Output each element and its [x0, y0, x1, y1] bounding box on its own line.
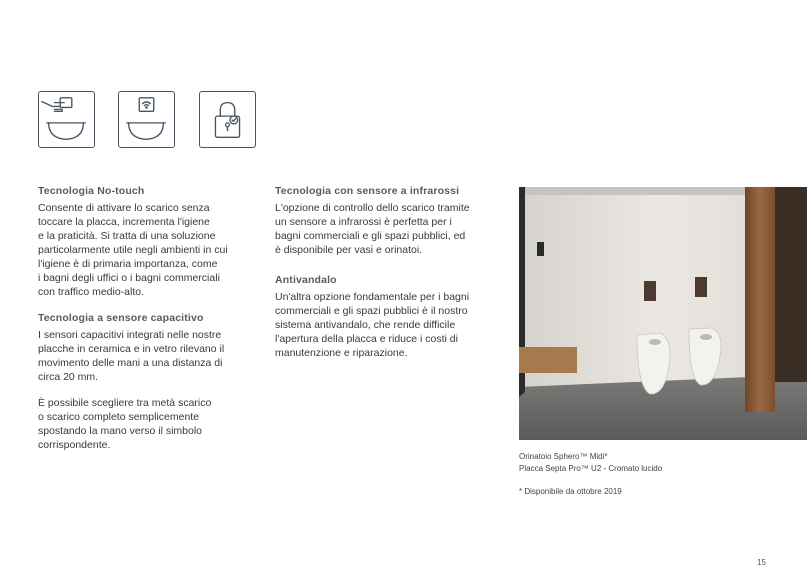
capacitive-title: Tecnologia a sensore capacitivo [38, 312, 204, 324]
antivandal-lock-icon [199, 91, 256, 148]
antivandal-body: Un'altra opzione fondamentale per i bagni commerciali e gli spazi pubblici è il nostro sistema antivandalo, che rende difficile l'apertura della placca e riduce i costi di manutenzione e riparazione. [275, 291, 470, 359]
capacitive-body-2: È possibile scegliere tra metà scarico o scarico completo semplicemente spostando la mano verso il simbolo corrispondente. [38, 397, 212, 451]
no-touch-body: Consente di attivare lo scarico senza toccare la placca, incrementa l'igiene e la praticità. Si tratta di una soluzione particolarmente utile negli ambienti in cui l'igiene è di primaria importanza, come i bagni degli uffici o i bagni commerciali con traffico medio-alto. [38, 202, 228, 298]
no-touch-hand-icon [38, 91, 95, 148]
availability-note: * Disponibile da ottobre 2019 [519, 487, 622, 496]
infrared-body: L'opzione di controllo dello scarico tramite un sensore a infrarossi è perfetta per i bagni commerciali e gli spazi pubblici, ed è disponibile per vasi e orinatoi. [275, 202, 470, 256]
antivandal-title: Antivandalo [275, 274, 337, 286]
photo-caption: Orinatoio Sphero™ Midi* Placca Septa Pro™ U2 - Cromato lucido [519, 452, 663, 473]
capacitive-sensor-icon [118, 91, 175, 148]
capacitive-body-1: I sensori capacitivi integrati nelle nostre placche in ceramica e in vetro rilevano il movimento delle mani a una distanza di circa 20 mm. [38, 329, 225, 383]
page-number: 15 [757, 558, 766, 567]
urinal-bathroom-photo [519, 187, 807, 440]
no-touch-title: Tecnologia No-touch [38, 185, 145, 197]
infrared-title: Tecnologia con sensore a infrarossi [275, 185, 460, 197]
